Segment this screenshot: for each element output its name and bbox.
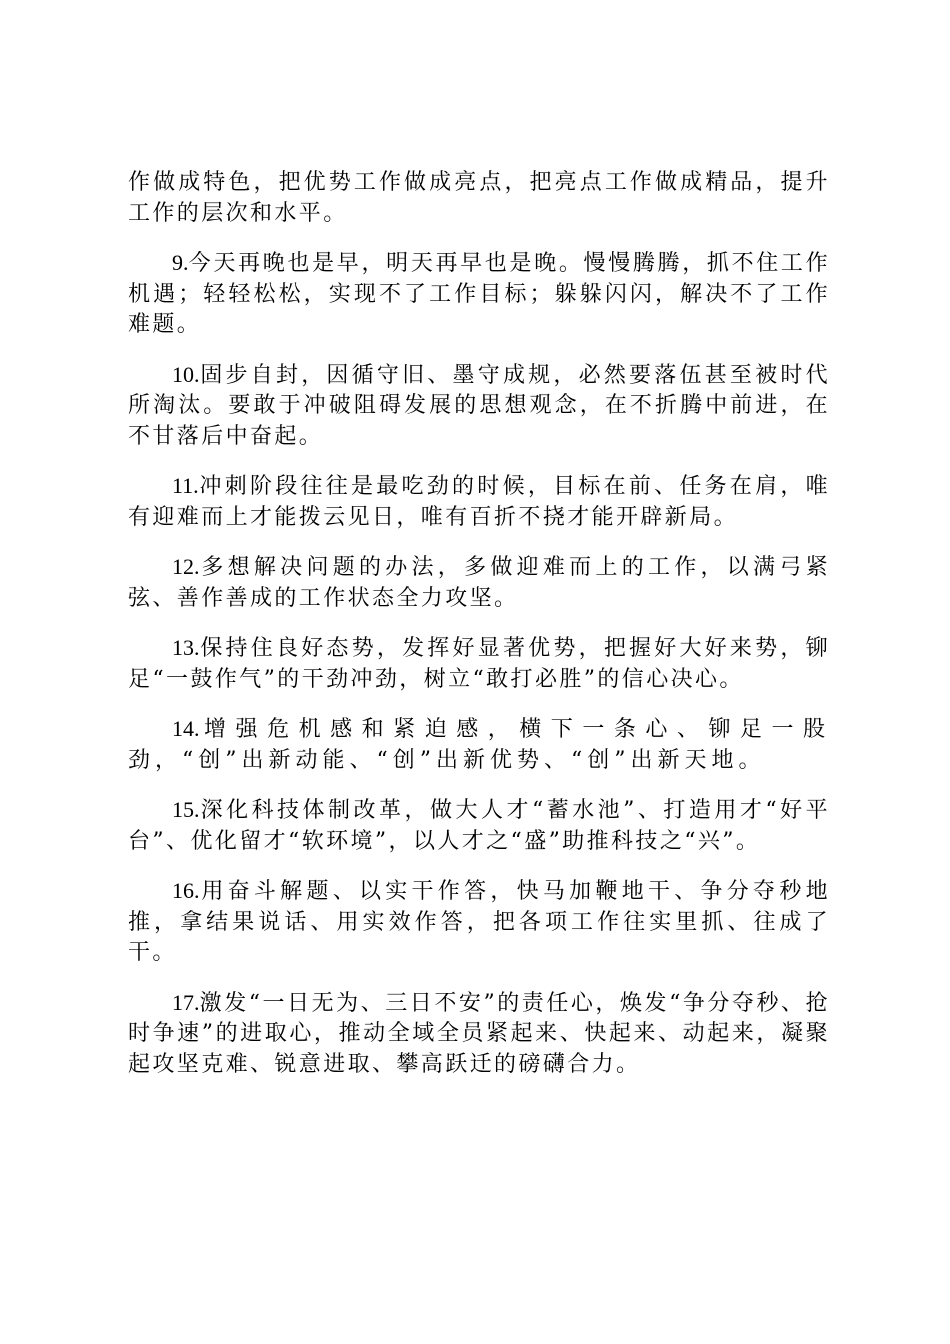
paragraph-number: 13. — [172, 635, 200, 660]
paragraph-17 — [128, 988, 830, 1081]
paragraph-text: 多想解决问题的办法，多做迎难而上的工作，以满弓紧弦、善作善成的工作状态全力攻坚。 — [128, 555, 830, 611]
paragraph-number: 11. — [172, 473, 199, 498]
paragraph-14 — [128, 714, 830, 776]
paragraph-text: 作做成特色，把优势工作做成亮点，把亮点工作做成精品，提升工作的层次和水平。 — [128, 170, 830, 226]
paragraph-number: 17. — [172, 989, 200, 1015]
paragraph-10 — [128, 360, 830, 453]
paragraph-12 — [128, 552, 830, 614]
paragraph-15 — [128, 795, 830, 857]
paragraph-number: 14. — [172, 716, 200, 741]
paragraph-text: 深化科技体制改革，做大人才“蓄水池”、打造用才“好平台”、优化留才“软环境”，以人才之“盛”助推科技之“兴”。 — [128, 798, 830, 854]
paragraph-text: 用奋斗解题、以实干作答，快马加鞭地干、争分夺秒地推，拿结果说话、用实效作答，把各项工作往实里抓、往成了干。 — [128, 879, 830, 965]
paragraph-16 — [128, 876, 830, 969]
paragraph-13 — [128, 633, 830, 695]
paragraph-text: 增强危机感和紧迫感，横下一条心、铆足一股劲，“创”出新动能、“创”出新优势、“创”出新天地。 — [128, 717, 830, 773]
paragraph-text: 固步自封，因循守旧、墨守成规，必然要落伍甚至被时代所淘汰。要敢于冲破阻碍发展的思想观念，在不折腾中前进，在不甘落后中奋起。 — [128, 362, 830, 449]
paragraph-text: 保持住良好态势，发挥好显著优势，把握好大好来势，铆足“一鼓作气”的干劲冲劲，树立“敢打必胜”的信心决心。 — [128, 636, 830, 692]
paragraph-continuation — [128, 168, 830, 229]
paragraph-number: 16. — [172, 878, 200, 903]
paragraph-9 — [128, 248, 830, 341]
paragraph-text: 今天再晚也是早，明天再早也是晚。慢慢腾腾，抓不住工作机遇；轻轻松松，实现不了工作目标；躲躲闪闪，解决不了工作难题。 — [128, 251, 830, 337]
paragraph-number: 9. — [172, 250, 189, 275]
paragraph-number: 10. — [172, 361, 200, 387]
document-page — [128, 168, 830, 1099]
paragraph-number: 15. — [172, 797, 200, 822]
paragraph-text: 冲刺阶段往往是最吃劲的时候，目标在前、任务在肩，唯有迎难而上才能拨云见日，唯有百折不挠才能开辟新局。 — [128, 474, 830, 530]
paragraph-11 — [128, 471, 830, 533]
paragraph-text: 激发“一日无为、三日不安”的责任心，焕发“争分夺秒、抢时争速”的进取心，推动全域全员紧起来、快起来、动起来，凝聚起攻坚克难、锐意进取、攀高跃迁的磅礴合力。 — [128, 990, 830, 1077]
paragraph-number: 12. — [172, 554, 200, 579]
